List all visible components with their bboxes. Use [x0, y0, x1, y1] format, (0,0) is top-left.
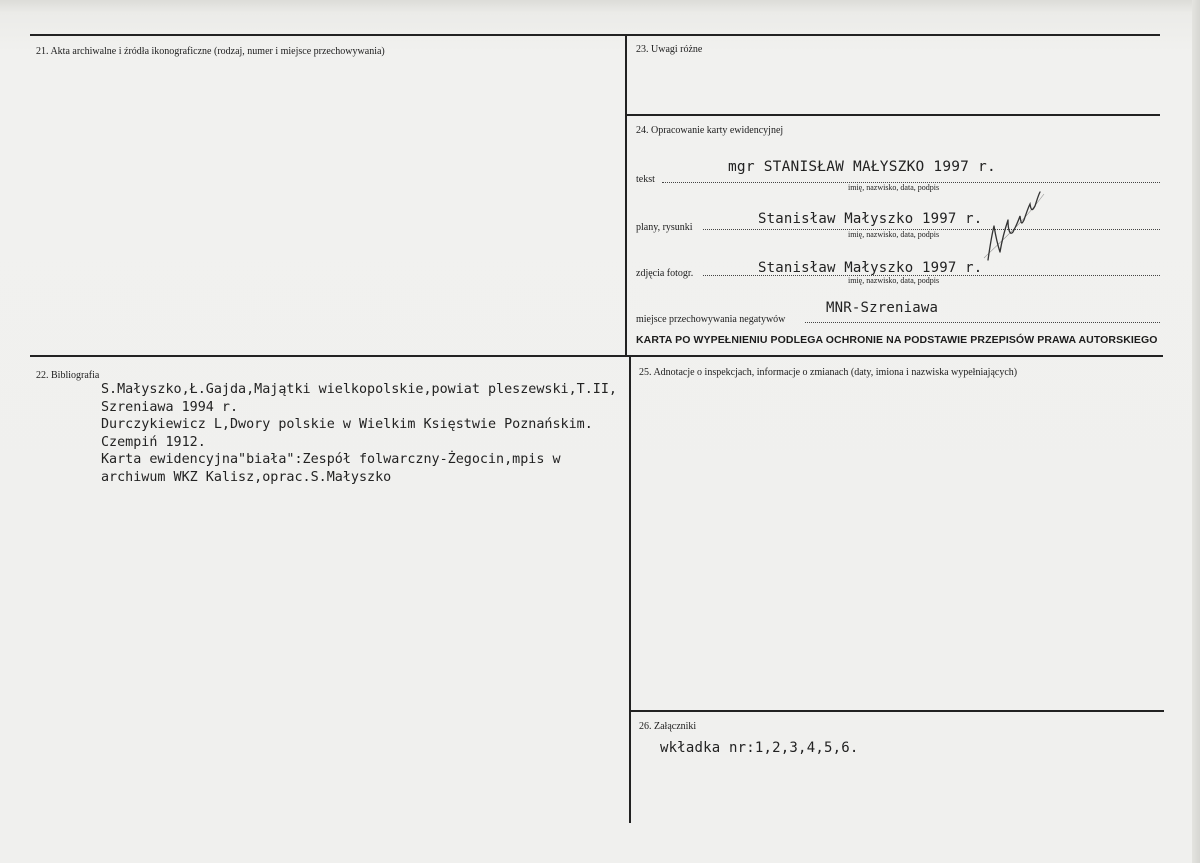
- zdjecia-caption: imię, nazwisko, data, podpis: [848, 276, 940, 285]
- bibliography-list: [101, 381, 617, 486]
- bibliography-line: Durczykiewicz L,Dwory polskie w Wielkim Księstwie Poznańskim.: [101, 417, 593, 432]
- section-24-label: 24. Opracowanie karty ewidencyjnej: [636, 125, 784, 136]
- section-22-label: 22. Bibliografia: [36, 370, 100, 381]
- middle-border-line: [30, 355, 1163, 357]
- miejsce-value: MNR-Szreniawa: [826, 300, 939, 316]
- attachments-value: wkładka nr:1,2,3,4,5,6.: [660, 740, 859, 756]
- tekst-value: mgr STANISŁAW MAŁYSZKO 1997 r.: [728, 159, 996, 175]
- copyright-notice: KARTA PO WYPEŁNIENIU PODLEGA OCHRONIE NA PODSTAWIE PRZEPISÓW PRAWA AUTORSKIEGO: [636, 334, 1158, 346]
- paper-top-edge: [0, 0, 1200, 12]
- bibliography-line: Karta ewidencyjna"biała":Zespół folwarczny-Żegocin,mpis w: [101, 452, 561, 467]
- lower-divider-line: [629, 357, 631, 823]
- zdjecia-value: Stanisław Małyszko 1997 r.: [758, 260, 983, 276]
- miejsce-label: miejsce przechowywania negatywów: [636, 314, 786, 325]
- top-border-line: [30, 34, 1160, 36]
- plany-caption: imię, nazwisko, data, podpis: [848, 230, 940, 239]
- plany-value: Stanisław Małyszko 1997 r.: [758, 211, 983, 227]
- section-23-label: 23. Uwagi różne: [636, 44, 703, 55]
- zdjecia-label: zdjęcia fotogr.: [636, 268, 694, 279]
- handwritten-signature: [980, 186, 1050, 266]
- section-25-label: 25. Adnotacje o inspekcjach, informacje o zmianach (daty, imiona i nazwiska wypełniających): [639, 367, 1018, 378]
- bibliography-line: S.Małyszko,Ł.Gajda,Majątki wielkopolskie,powiat pleszewski,T.II,: [101, 382, 617, 397]
- section-26-label: 26. Załączniki: [639, 721, 697, 732]
- miejsce-dotted-line: [805, 322, 1160, 323]
- center-divider-line: [625, 34, 627, 356]
- bibliography-line: Czempiń 1912.: [101, 434, 206, 450]
- bibliography-line: archiwum WKZ Kalisz,oprac.S.Małyszko: [101, 469, 392, 485]
- plany-label: plany, rysunki: [636, 222, 693, 233]
- section-26-top-line: [631, 710, 1164, 712]
- bibliography-line: Szreniawa 1994 r.: [101, 399, 239, 415]
- section-21-label: 21. Akta archiwalne i źródła ikonograficzne (rodzaj, numer i miejsce przechowywania): [36, 46, 385, 57]
- paper-right-edge: [1192, 0, 1200, 863]
- tekst-caption: imię, nazwisko, data, podpis: [848, 183, 940, 192]
- tekst-label: tekst: [636, 174, 655, 185]
- section-23-bottom-line: [627, 114, 1160, 116]
